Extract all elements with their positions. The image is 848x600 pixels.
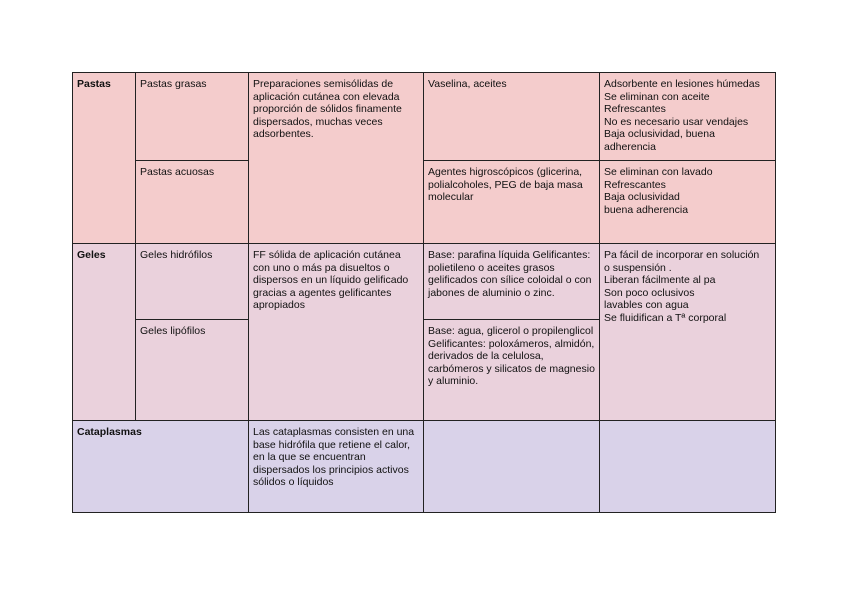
composition-geles-hidrofilos-text: Base: parafina líquida Gelificantes: polietileno o aceites grasos gelificados con sílice coloidal o con jabones de aluminio o zinc. bbox=[428, 249, 592, 299]
definition-cataplasmas-text: Las cataplasmas consisten en una base hidrófila que retiene el calor, en la que se encuentran dispersados los principios activos sólidos o líquidos bbox=[253, 426, 415, 488]
property-line: lavables con agua bbox=[604, 299, 689, 311]
property-line: Adsorbente en lesiones húmedas bbox=[604, 78, 760, 90]
composition-pastas-acuosas bbox=[424, 161, 600, 244]
property-line: Se eliminan con lavado bbox=[604, 166, 713, 178]
subtype-pastas-grasas: Pastas grasas bbox=[136, 73, 249, 161]
property-line: buena adherencia bbox=[604, 203, 689, 216]
definition-geles-text: FF sólida de aplicación cutánea con uno o más pa disueltos o dispersos en un líquido gelificado gracias a agentes gelificantes apropiados bbox=[253, 249, 409, 311]
property-line: Son poco oclusivos bbox=[604, 286, 695, 299]
table-row bbox=[73, 73, 776, 161]
composition-pastas-grasas bbox=[424, 73, 600, 161]
properties-cataplasmas-empty bbox=[600, 421, 776, 513]
table-row bbox=[73, 421, 776, 513]
property-line: Se fluidifican a Tª corporal bbox=[604, 311, 727, 324]
composition-geles-hidrofilos bbox=[424, 244, 600, 320]
property-line: Se eliminan con aceite bbox=[604, 90, 710, 103]
table-row bbox=[73, 161, 776, 244]
category-cataplasmas: Cataplasmas bbox=[73, 421, 249, 513]
property-line: Baja oclusividad bbox=[604, 191, 680, 203]
property-line: o suspensión . bbox=[604, 261, 672, 274]
definition-pastas-text: Preparaciones semisólidas de aplicación cutánea con elevada proporción de sólidos finamente dispersados, muchas veces adsorbentes. bbox=[253, 78, 402, 140]
subtype-pastas-acuosas: Pastas acuosas bbox=[136, 161, 249, 244]
composition-geles-lipofilos-text: Base: agua, glicerol o propilenglicol Gelificantes: poloxámeros, almidón, derivados de la celulosa, carbómeros y silicatos de magnesio y aluminio. bbox=[428, 325, 595, 387]
property-line: No es necesario usar vendajes bbox=[604, 115, 749, 128]
composition-cataplasmas-empty bbox=[424, 421, 600, 513]
ff-semisolid-table bbox=[72, 72, 776, 513]
category-pastas: Pastas bbox=[73, 73, 136, 244]
definition-cataplasmas bbox=[249, 421, 424, 513]
definition-geles bbox=[249, 244, 424, 421]
composition-pastas-acuosas-text: Agentes higroscópicos (glicerina, polialcoholes, PEG de baja masa molecular bbox=[428, 166, 583, 203]
property-line: Liberan fácilmente al pa bbox=[604, 274, 716, 286]
table-row bbox=[73, 244, 776, 320]
category-geles: Geles bbox=[73, 244, 136, 421]
subtype-geles-lipofilos: Geles lipófilos bbox=[136, 320, 249, 421]
composition-geles-lipofilos bbox=[424, 320, 600, 421]
property-line: Baja oclusividad, buena bbox=[604, 128, 715, 140]
composition-pastas-grasas-text: Vaselina, aceites bbox=[428, 78, 507, 90]
subtype-geles-hidrofilos: Geles hidrófilos bbox=[136, 244, 249, 320]
properties-geles bbox=[600, 244, 776, 421]
definition-pastas bbox=[249, 73, 424, 244]
property-line: adherencia bbox=[604, 140, 656, 153]
property-line: Pa fácil de incorporar en solución bbox=[604, 249, 760, 261]
properties-pastas-acuosas bbox=[600, 161, 776, 244]
property-line: Refrescantes bbox=[604, 103, 666, 115]
properties-pastas-grasas bbox=[600, 73, 776, 161]
property-line: Refrescantes bbox=[604, 178, 666, 191]
